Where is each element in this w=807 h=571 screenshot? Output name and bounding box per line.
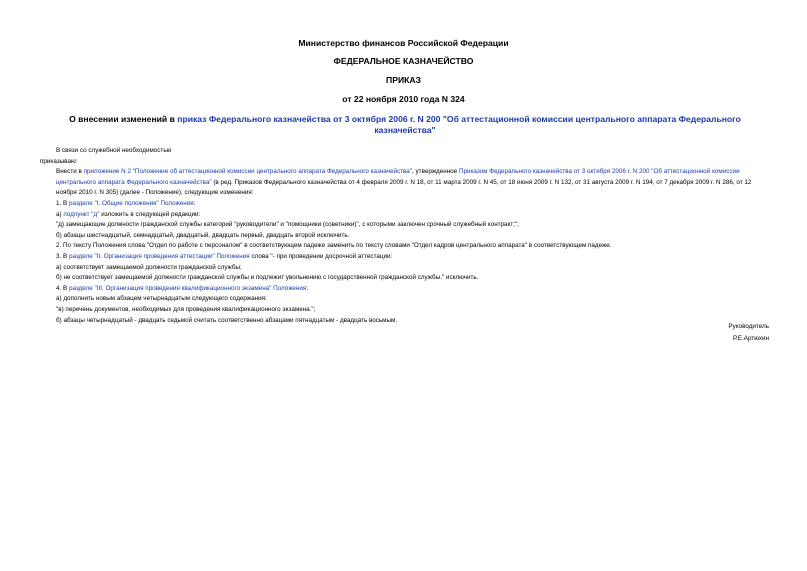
item-1-text-2: : <box>193 199 196 207</box>
ministry-heading: Министерство финансов Российской Федерации <box>298 38 509 48</box>
title-link[interactable]: приказ Федерального казначейства от 3 октября 2006 г. N 200 "Об аттестационной комиссии центрального аппарата Федерального казначейства" <box>177 114 741 135</box>
item-1a <box>40 210 770 221</box>
item-1a-text-1: а) <box>56 210 64 218</box>
item-4b: б) абзацы четырнадцатый - двадцать седьмой считать соответственно абзацами пятнадцатым - двадцать восьмым. <box>56 316 398 324</box>
item-1a-text-2: изложить в следующей редакции: <box>99 210 201 218</box>
document-title <box>50 114 760 136</box>
paragraph-reason: В связи со служебной необходимостью <box>56 147 172 154</box>
paragraph-intro <box>40 167 770 199</box>
item-3-text-2: слова "- при проведении досрочной аттестации: <box>249 252 393 260</box>
item-1-text-1: 1. В <box>56 199 69 207</box>
agency-heading: ФЕДЕРАЛЬНОЕ КАЗНАЧЕЙСТВО <box>333 56 474 66</box>
item-4 <box>40 284 770 295</box>
item-3a: а) соответствует замещаемой должности гражданской службы; <box>56 263 242 271</box>
item-4-quote: "в) перечень документов, необходимых для проведения квалификационного экзамена."; <box>56 305 316 313</box>
item-1-link[interactable]: разделе "I. Общие положения" Положения <box>68 199 194 207</box>
date-number-heading: от 22 ноября 2010 года N 324 <box>342 94 465 104</box>
signature-role: Руководитель <box>728 323 769 330</box>
item-3 <box>40 252 770 263</box>
signature-name: Р.Е.Артюхин <box>733 335 769 342</box>
intro-link-appendix[interactable]: приложение N 2 "Положение об аттестационной комиссии центрального аппарата Федерального казначейства" <box>83 168 413 176</box>
item-4-text-1: 4. В <box>56 284 69 292</box>
item-1-quote: "д) замещающие должности гражданской службы категорий "руководители" и "помощники (советники)", с которыми заключен срочный служебный контракт;"; <box>56 221 520 229</box>
item-3-text-1: 3. В <box>56 252 69 260</box>
intro-text-1: Внести в <box>56 168 84 176</box>
item-1b: б) абзацы шестнадцатый, семнадцатый, двадцатый, двадцать первый, двадцать второй исключить. <box>56 231 350 239</box>
document-body <box>40 146 770 326</box>
intro-link-order[interactable]: Приказом Федерального казначейства от 3 октября 2006 г. N 200 "Об аттестационной комиссии центрального аппарата Федерального казначейства" <box>56 168 740 186</box>
item-3b: б) не соответствует замещаемой должности гражданской службы и подлежит увольнению с государственной гражданской службы." исключить. <box>56 274 479 282</box>
item-4a: а) дополнить новым абзацем четырнадцатым следующего содержания: <box>56 295 267 303</box>
doc-type-heading: ПРИКАЗ <box>386 75 421 85</box>
intro-text-2: , утвержденное <box>412 168 459 176</box>
title-prefix: О внесении изменений в <box>69 114 178 124</box>
paragraph-order: приказываю: <box>40 157 78 165</box>
item-1 <box>40 199 770 210</box>
item-1a-link[interactable]: подпункт "д" <box>63 210 100 218</box>
intro-text-3: (в ред. Приказов Федерального казначейства от 4 февраля 2009 г. N 18, от 11 марта 2009 г. N 45, от 18 июня 2009 г. N 132, от 31 августа 2009 г. N 194, от 7 декабря 2009 г. N 286, от 12 ноября 2010 г. N 305) (далее - Положение), следующие изменения: <box>56 178 752 197</box>
item-4-link[interactable]: разделе "III. Организация проведения квалификационного экзамена" Положения <box>68 284 307 292</box>
item-3-link[interactable]: разделе "II. Организация проведения аттестации" Положения <box>68 252 250 260</box>
item-4-text-2: : <box>306 284 309 292</box>
item-2: 2. По тексту Положения слова "Отдел по работе с персоналом" в соответствующем падеже заменить по тексту словами "Отдел кадров центрального аппарата" в соответствующем падеже. <box>56 242 612 250</box>
